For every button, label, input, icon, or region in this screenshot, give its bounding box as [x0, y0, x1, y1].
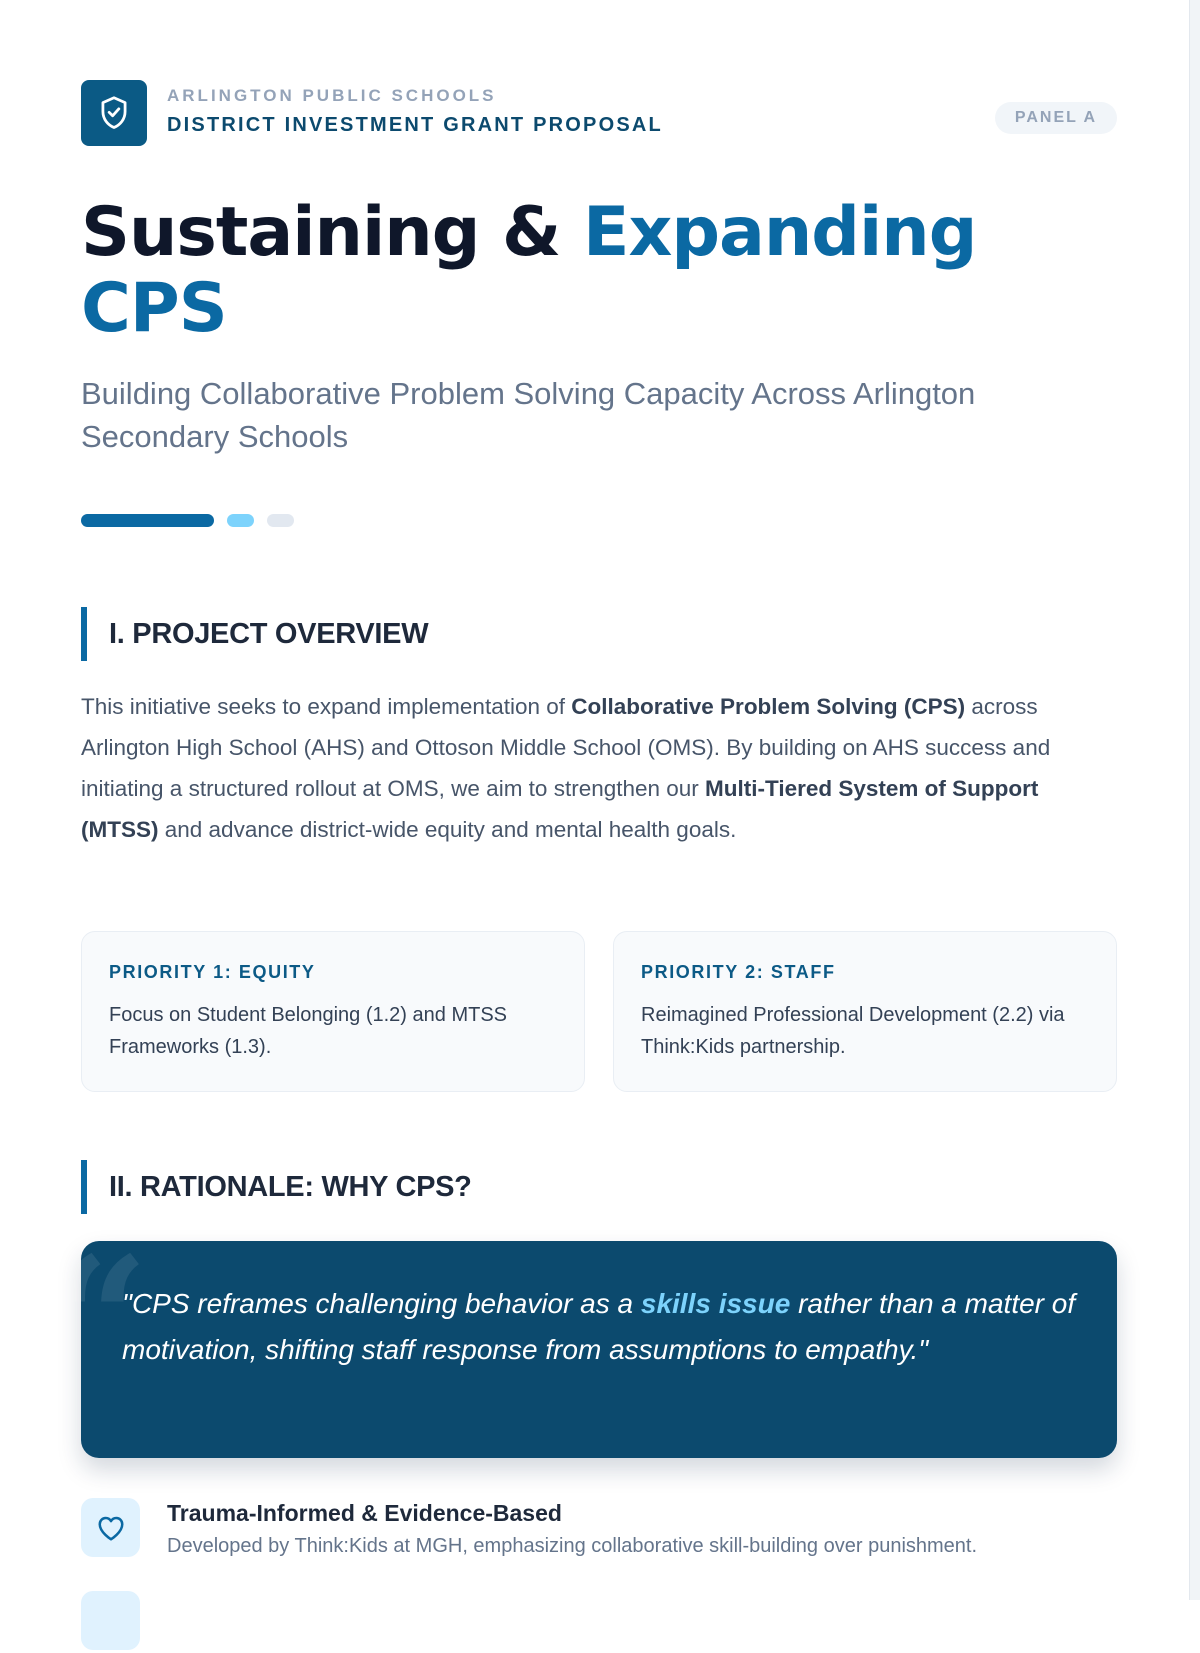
- progress-step-inactive: [267, 514, 294, 527]
- priority-card-title: PRIORITY 1: EQUITY: [109, 962, 316, 982]
- page-subtitle: Building Collaborative Problem Solving Capacity Across Arlington Secondary Schools: [81, 376, 976, 454]
- section-heading-rationale: II. RATIONALE: WHY CPS?: [81, 1160, 1117, 1214]
- priority-card-body: Reimagined Professional Development (2.2) via Think:Kids partnership.: [641, 1004, 1065, 1058]
- feature-icon-box: [81, 1498, 140, 1557]
- overview-text: and advance district-wide equity and mental health goals.: [158, 817, 737, 842]
- shield-check-icon: [97, 95, 131, 131]
- overview-paragraph: [81, 686, 1117, 850]
- quote-text: [122, 1281, 1082, 1373]
- heart-icon: [96, 1514, 126, 1542]
- feature-item: [81, 1591, 1117, 1653]
- priority-cards: [81, 931, 1117, 1094]
- feature-title: Trauma-Informed & Evidence-Based: [167, 1500, 562, 1526]
- quote-text-part: rather than a matter of motivation, shifting staff response from assumptions to empathy.": [122, 1288, 1076, 1365]
- rationale-quote-block: [51, 1220, 1117, 1458]
- progress-step-active: [81, 514, 214, 527]
- page-title: [81, 195, 1117, 347]
- panel-badge: PANEL A: [995, 102, 1117, 134]
- overview-emphasis-cps: Collaborative Problem Solving (CPS): [571, 694, 966, 719]
- overview-text: This initiative seeks to expand implementation of: [81, 694, 572, 719]
- scrollbar-track[interactable]: [1189, 0, 1200, 1600]
- priority-card-staff: [613, 931, 1117, 1092]
- quote-mark-icon: “: [51, 1220, 149, 1420]
- district-logo: [81, 80, 147, 146]
- priority-card-equity: [81, 931, 585, 1092]
- overview-emphasis-mtss: Multi-Tiered System of Support (MTSS): [81, 776, 1039, 842]
- feature-item: [81, 1498, 1117, 1560]
- priority-card-body: Focus on Student Belonging (1.2) and MTSS Frameworks (1.3).: [109, 1004, 508, 1058]
- priority-card-title: PRIORITY 2: STAFF: [641, 962, 836, 982]
- document-type: DISTRICT INVESTMENT GRANT PROPOSAL: [167, 114, 663, 136]
- title-accent: Expanding CPS: [81, 193, 977, 348]
- title-main: Sustaining &: [81, 193, 584, 272]
- progress-step-next: [227, 514, 254, 527]
- organization-name: ARLINGTON PUBLIC SCHOOLS: [167, 86, 497, 105]
- quote-highlight: skills issue: [640, 1288, 791, 1319]
- section-heading-overview: I. PROJECT OVERVIEW: [81, 607, 1117, 661]
- overview-text: across Arlington High School (AHS) and Ottoson Middle School (OMS). By building on AHS success and initiating a structured rollout at OMS, we aim to strengthen our: [81, 694, 1051, 801]
- feature-icon-box: [81, 1591, 140, 1650]
- feature-description: Developed by Think:Kids at MGH, emphasizing collaborative skill-building over punishment.: [167, 1535, 978, 1557]
- document-header: [81, 80, 1117, 148]
- quote-text-part: "CPS reframes challenging behavior as a: [122, 1288, 641, 1319]
